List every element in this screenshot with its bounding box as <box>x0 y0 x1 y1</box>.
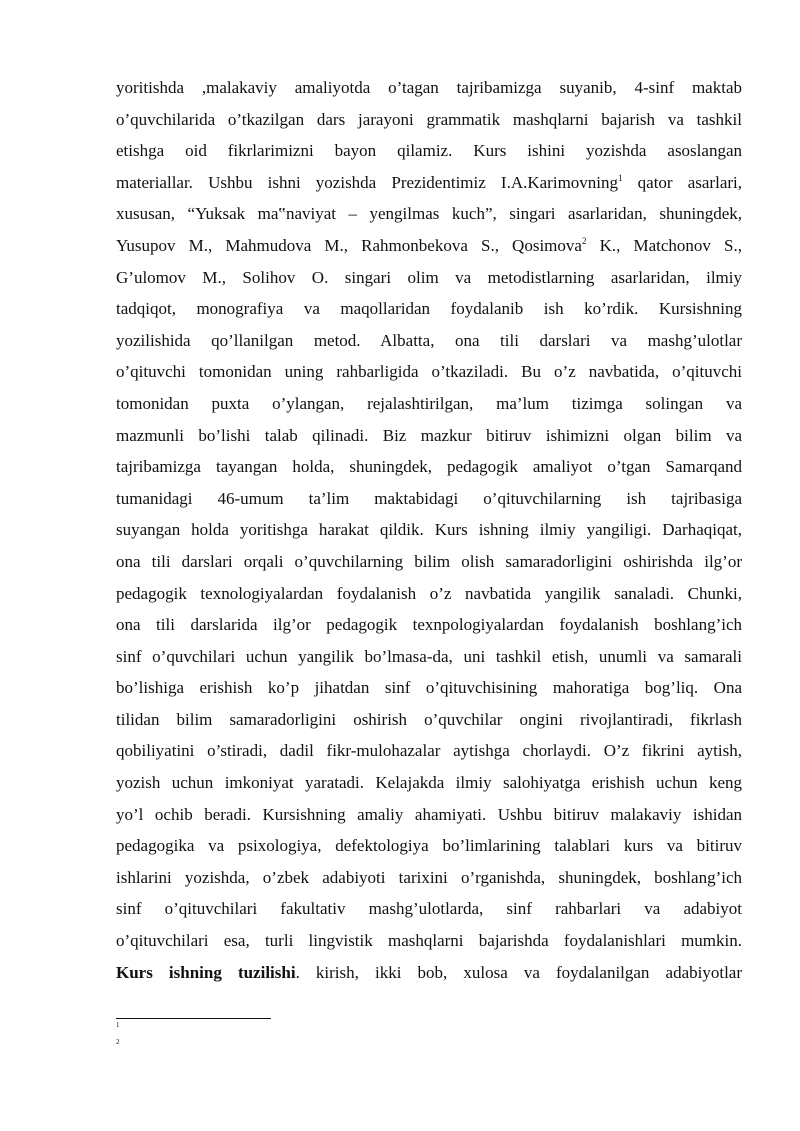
text-line: ishlarini yozishda, o’zbek adabiyoti tarixini o’rganishda, shuningdek, boshlang’ich <box>116 867 742 887</box>
text-line: qobiliyatini o’stiradi, dadil fikr-mulohazalar aytishga chorlaydi. O’z fikrini aytish, <box>116 741 742 761</box>
text-line: sinf o’qituvchilari fakultativ mashg’ulotlarda, sinf rahbarlari va adabiyot <box>116 899 742 919</box>
text-line <box>116 167 742 199</box>
text-line: o’quvchilarida o’tkazilgan dars jarayoni grammatik mashqlarni bajarish va tashkil <box>116 109 742 129</box>
text-line: suyangan holda yoritishga harakat qildik. Kurs ishning ilmiy yangiligi. Darhaqiqat, <box>116 520 742 540</box>
text-line: sinf o’quvchilari uchun yangilik bo’lmasa-da, uni tashkil etish, unumli va samarali <box>116 646 742 666</box>
text-line: pedagogik texnologiyalardan foydalanish o’z navbatida yangilik sanaladi. Chunki, <box>116 583 742 603</box>
text-line: xususan, “Yuksak ma‟naviyat – yengilmas kuch”, singari asarlaridan, shuningdek, <box>116 204 742 224</box>
text-line: tumanidagi 46-umum ta’lim maktabidagi o’qituvchilarning ish tajribasiga <box>116 488 742 508</box>
text-line: o’qituvchilari esa, turli lingvistik mashqlarni bajarishda foydalanishlari mumkin. <box>116 931 742 951</box>
text-fragment: Yusupov M., Mahmudova M., Rahmonbekova S., Qosimova <box>116 235 582 255</box>
footnote-1: 1 <box>116 1021 120 1029</box>
text-line: yoritishda ,malakaviy amaliyotda o’tagan tajribamizga suyanib, 4-sinf maktab <box>116 78 742 97</box>
footnote-ref-2[interactable]: 2 <box>581 235 587 246</box>
text-line: etishga oid fikrlarimizni bayon qilamiz. Kurs ishini yozishda asoslangan <box>116 141 742 161</box>
footnote-2: 2 <box>116 1038 120 1046</box>
text-line: ona tili darslarida ilg’or pedagogik texnpologiyalardan foydalanish boshlang’ich <box>116 615 742 635</box>
text-line: yozish uchun imkoniyat yaratadi. Kelajakda ilmiy salohiyatga erishish uchun keng <box>116 773 742 793</box>
footnote-ref-1[interactable]: 1 <box>618 172 623 183</box>
text-line: yozilishida qo’llanilgan metod. Albatta, ona tili darslari va mashg’ulotlar <box>116 330 742 350</box>
text-line: tajribamizga tayangan holda, shuningdek, pedagogik amaliyot o’tgan Samarqand <box>116 457 742 477</box>
text-line: tadqiqot, monografiya va maqollaridan foydalanib ish ko’rdik. Kursishning <box>116 299 742 319</box>
section-heading-inline: Kurs ishning tuzilishi <box>116 962 296 982</box>
text-line: ona tili darslari orqali o’quvchilarning bilim olish samaradorligini oshirishda ilg’or <box>116 551 742 571</box>
text-line: G’ulomov M., Solihov O. singari olim va metodistlarning asarlaridan, ilmiy <box>116 267 742 287</box>
text-fragment: K., Matchonov S., <box>586 235 742 255</box>
text-line: tomonidan puxta o’ylangan, rejalashtirilgan, ma’lum tizimga solingan va <box>116 393 742 413</box>
text-line: yo’l ochib beradi. Kursishning amaliy ahamiyati. Ushbu bitiruv malakaviy ishidan <box>116 804 742 824</box>
body-paragraph <box>116 72 742 988</box>
text-fragment: materiallar. Ushbu ishni yozishda Prezidentimiz I.A.Karimovning <box>116 172 619 192</box>
text-fragment: . kirish, ikki bob, xulosa va foydalanilgan adabiyotlar <box>295 962 742 982</box>
text-line: mazmunli bo’lishi talab qilinadi. Biz mazkur bitiruv ishimizni olgan bilim va <box>116 425 742 445</box>
footnote-separator <box>116 1018 271 1019</box>
text-line: o’qituvchi tomonidan uning rahbarligida o’tkaziladi. Bu o’z navbatida, o’qituvchi <box>116 362 742 382</box>
text-fragment: qator asarlari, <box>622 172 742 192</box>
text-line: pedagogika va psixologiya, defektologiya bo’limlarining talablari kurs va bitiruv <box>116 836 742 856</box>
text-line <box>116 957 742 989</box>
text-line: tilidan bilim samaradorligini oshirish o’quvchilar ongini rivojlantiradi, fikrlash <box>116 709 742 729</box>
text-line: bo’lishiga erishish ko’p jihatdan sinf o’qituvchisining mahoratiga bog’liq. Ona <box>116 678 742 698</box>
text-line <box>116 230 742 262</box>
